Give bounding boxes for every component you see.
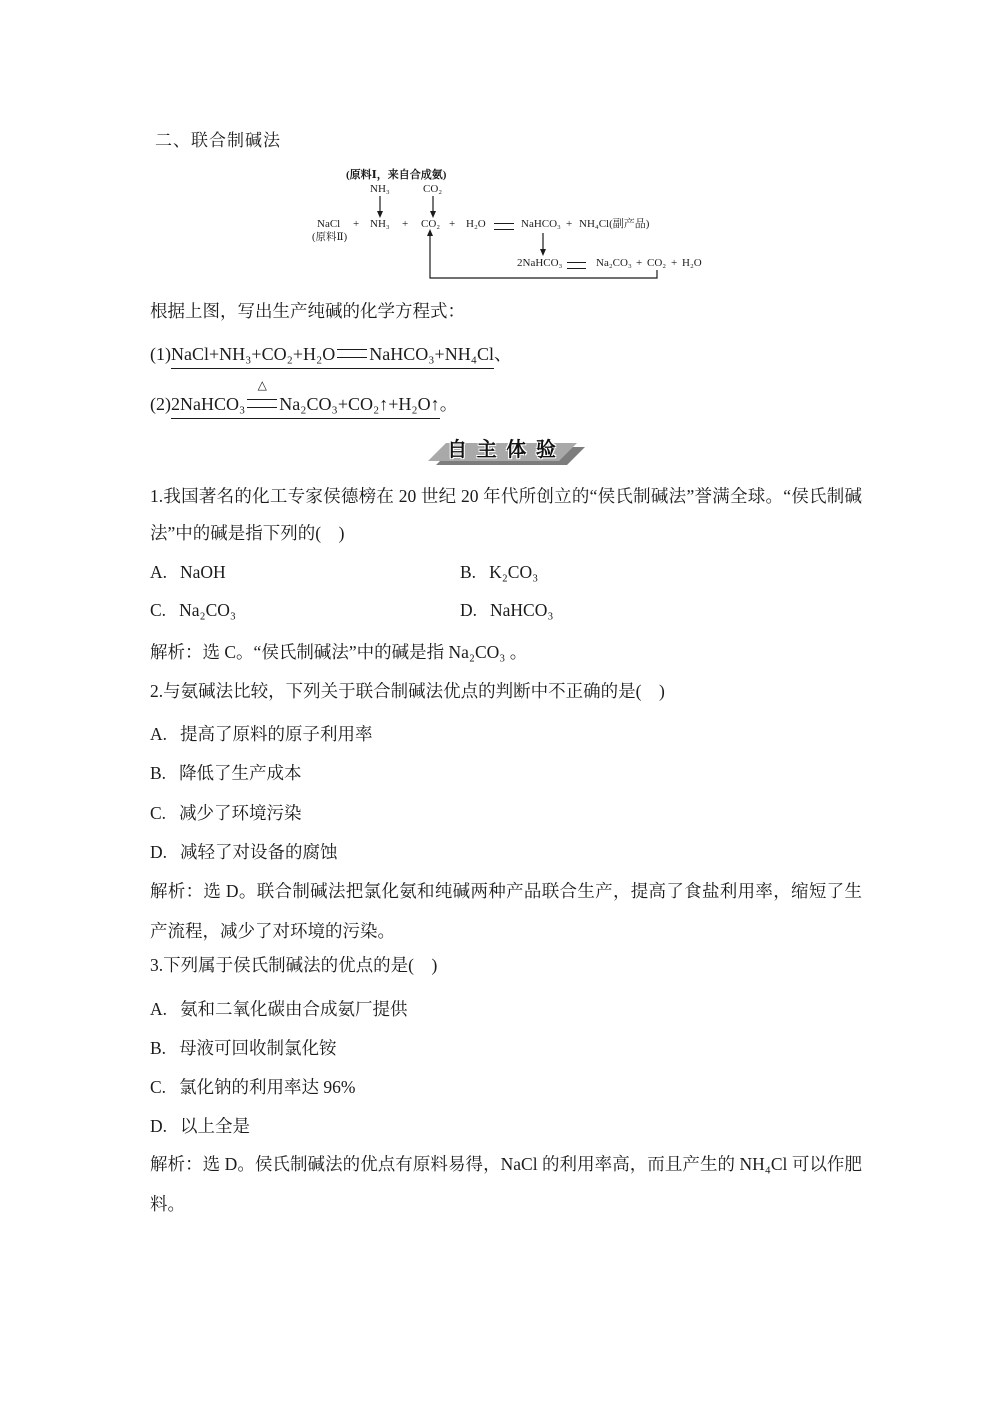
product-nh4cl: NH₄Cl(副产品)	[579, 218, 650, 230]
plus-sign: +	[566, 218, 573, 230]
banner-title: 自 主 体 验	[447, 439, 558, 461]
nh3-down-arrow-head	[377, 211, 383, 218]
nacl-source-note: (原料Ⅱ)	[312, 232, 348, 243]
heated-equals-sign	[245, 378, 279, 415]
q1-option-b: B. K₂CO₃	[460, 562, 539, 582]
equation-1	[150, 340, 512, 366]
question-3-analysis: 解析：选 D。侯氏制碱法的优点有原料易得，NaCl 的利用率高，而且产生的 NH₄Cl 可以作肥料。	[150, 1154, 862, 1214]
equation-2-suffix: 。	[439, 394, 458, 414]
product-co2: CO₂	[647, 257, 667, 269]
product-na2co3: Na₂CO₃	[596, 257, 632, 269]
equation-1-suffix: 、	[493, 344, 512, 364]
feed-co2-label: CO₂	[423, 183, 443, 195]
equals-double-line	[247, 399, 277, 408]
question-1-text: 1.我国著名的化工专家侯德榜在 20 世纪 20 年代所创立的“侯氏制碱法”誉满全球。“侯氏制碱法”中的碱是指下列的( )	[150, 486, 862, 543]
q3-option-d: D. 以上全是	[150, 1116, 251, 1136]
nahco3-down-arrow-head	[540, 249, 546, 256]
question-3-text: 3.下列属于侯氏制碱法的优点的是( )	[150, 955, 438, 975]
question-2-analysis: 解析：选 D。联合制碱法把氯化氨和纯碱两种产品联合生产，提高了食盐利用率，缩短了生产流程，减少了对环境的污染。	[150, 881, 862, 941]
q1-option-a: A. NaOH	[150, 562, 226, 582]
reactant-h2o: H₂O	[466, 218, 486, 230]
equals-double-line	[494, 223, 514, 230]
process-flow-diagram	[300, 166, 720, 291]
plus-sign: +	[636, 257, 643, 269]
reactant-co2: CO₂	[421, 218, 441, 230]
reactant-nacl: NaCl	[317, 218, 341, 230]
reactant-nh3: NH₃	[370, 218, 390, 230]
q2-option-a: A. 提高了原料的原子利用率	[150, 724, 373, 744]
question-2-text: 2.与氨碱法比较，下列关于联合制碱法优点的判断中不正确的是( )	[150, 681, 665, 701]
intro-text: 根据上图，写出生产纯碱的化学方程式：	[150, 301, 465, 321]
q2-option-c: C. 减少了环境污染	[150, 803, 302, 823]
co2-down-arrow-head	[430, 211, 436, 218]
question-1-analysis: 解析：选 C。“侯氏制碱法”中的碱是指 Na₂CO₃ 。	[150, 642, 528, 662]
feed-nh3-label: NH₃	[370, 183, 390, 195]
q3-option-b: B. 母液可回收制氯化铵	[150, 1038, 337, 1058]
equation-2-answer: 2NaHCO₃ △ Na₂CO₃+CO₂↑+H₂O↑	[171, 394, 440, 419]
q2-option-d: D. 减轻了对设备的腐蚀	[150, 842, 338, 862]
equation-2	[150, 378, 458, 416]
delta-condition: △	[257, 378, 267, 392]
equals-double-line	[567, 262, 586, 269]
q1-option-c: C. Na₂CO₃	[150, 600, 236, 620]
q2-option-b: B. 降低了生产成本	[150, 763, 302, 783]
plus-sign: +	[402, 218, 409, 230]
equation-1-answer: NaCl+NH₃+CO₂+H₂O NaHCO₃+NH₄Cl	[171, 344, 494, 369]
reaction2-lhs: 2NaHCO₃	[517, 257, 563, 269]
section-title: 二、联合制碱法	[155, 131, 281, 150]
plus-sign: +	[671, 257, 678, 269]
q1-option-d: D. NaHCO₃	[460, 600, 554, 620]
equals-double-line	[337, 349, 367, 358]
q3-option-c: C. 氯化钠的利用率达 96%	[150, 1077, 356, 1097]
equation-1-number: (1)	[150, 344, 171, 364]
plus-sign: +	[353, 218, 360, 230]
product-h2o: H₂O	[682, 257, 702, 269]
product-nahco3: NaHCO₃	[521, 218, 561, 230]
diagram-source-note: (原料Ⅰ，来自合成氨)	[346, 169, 447, 181]
plus-sign: +	[449, 218, 456, 230]
equation-2-number: (2)	[150, 394, 171, 414]
q3-option-a: A. 氨和二氧化碳由合成氨厂提供	[150, 999, 408, 1019]
